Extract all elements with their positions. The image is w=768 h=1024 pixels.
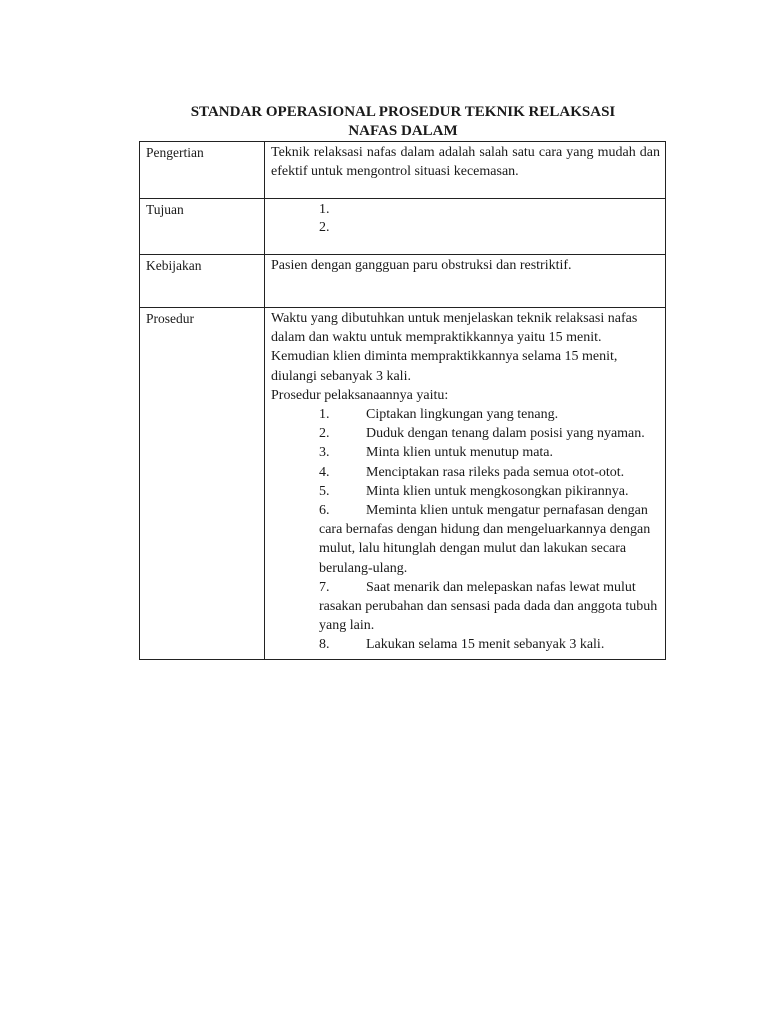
text-pengertian: Teknik relaksasi nafas dalam adalah salah satu cara yang mudah dan efektif untuk mengontrol situasi kecemasan.	[265, 142, 666, 199]
step-text: Menciptakan rasa rileks pada semua otot-otot.	[366, 464, 625, 480]
step-text: Saat menarik dan melepaskan nafas lewat mulut rasakan perubahan dan sensasi pada dada dan anggota tubuh yang lain.	[319, 579, 658, 634]
row-prosedur	[140, 308, 666, 660]
step-item	[319, 578, 660, 636]
title-line-2: NAFAS DALAM	[348, 123, 458, 139]
label-pengertian: Pengertian	[140, 142, 265, 199]
row-pengertian	[140, 142, 666, 199]
document-title	[140, 103, 666, 141]
tujuan-list	[271, 200, 660, 236]
step-number: 3.	[319, 445, 330, 461]
step-text: Ciptakan lingkungan yang tenang.	[366, 407, 559, 423]
tujuan-item-number: 1.	[319, 202, 330, 217]
step-text: Minta klien untuk mengkosongkan pikirannya.	[366, 483, 629, 499]
step-item	[319, 443, 660, 462]
tujuan-item	[319, 218, 660, 236]
cell-tujuan	[265, 199, 666, 255]
step-number: 1.	[319, 407, 330, 423]
step-item	[319, 424, 660, 443]
prosedur-intro: Waktu yang dibutuhkan untuk menjelaskan teknik relaksasi nafas dalam dan waktu untuk mempraktikkannya yaitu 15 menit. Kemudian klien diminta mempraktikkannya selama 15 menit, diulangi sebanyak 3 kali.	[271, 311, 638, 384]
sop-table	[139, 141, 666, 660]
step-item	[319, 501, 660, 578]
tujuan-item	[319, 200, 660, 218]
step-item	[319, 405, 660, 424]
row-kebijakan	[140, 255, 666, 308]
tujuan-item-number: 2.	[319, 220, 330, 235]
step-item	[319, 482, 660, 501]
label-prosedur: Prosedur	[140, 308, 265, 660]
label-tujuan: Tujuan	[140, 199, 265, 255]
step-item	[319, 463, 660, 482]
title-line-1: STANDAR OPERASIONAL PROSEDUR TEKNIK RELAKSASI	[190, 104, 616, 120]
step-number: 8.	[319, 637, 330, 653]
step-number: 7.	[319, 579, 330, 595]
step-number: 4.	[319, 464, 330, 480]
prosedur-steps	[271, 405, 660, 655]
step-text: Minta klien untuk menutup mata.	[366, 445, 554, 461]
text-kebijakan: Pasien dengan gangguan paru obstruksi dan restriktif.	[265, 255, 666, 308]
step-number: 2.	[319, 426, 330, 442]
step-text: Duduk dengan tenang dalam posisi yang nyaman.	[366, 426, 645, 442]
row-tujuan	[140, 199, 666, 255]
cell-prosedur	[265, 308, 666, 660]
label-kebijakan: Kebijakan	[140, 255, 265, 308]
step-text: Meminta klien untuk mengatur pernafasan dengan cara bernafas dengan hidung dan mengeluarkannya dengan mulut, lalu hitunglah dengan mulut dan lakukan secara berulang-ulang.	[319, 503, 651, 576]
step-number: 5.	[319, 483, 330, 499]
step-text: Lakukan selama 15 menit sebanyak 3 kali.	[366, 637, 605, 653]
prosedur-subheading: Prosedur pelaksanaannya yaitu:	[271, 387, 449, 403]
step-number: 6.	[319, 503, 330, 519]
step-item	[319, 635, 660, 654]
